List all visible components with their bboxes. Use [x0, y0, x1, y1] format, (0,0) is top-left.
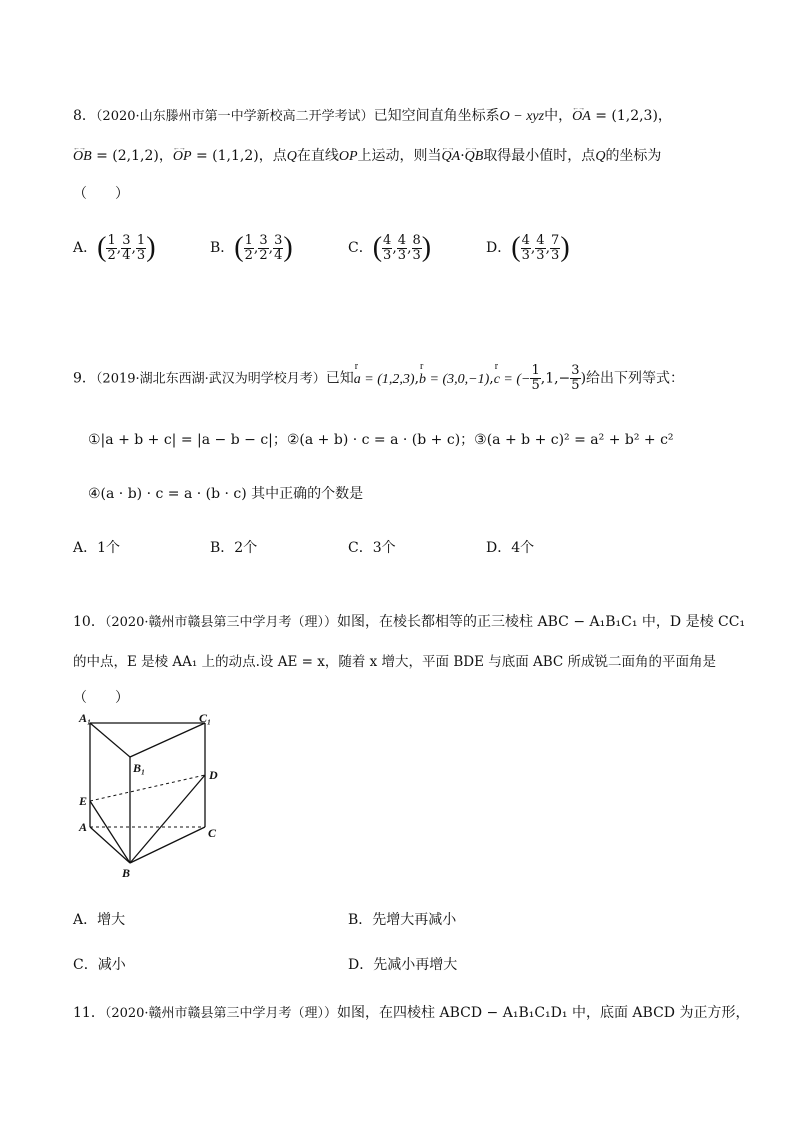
q8-line1	[73, 106, 672, 127]
label-b1: B₁	[133, 761, 146, 775]
q8-option-d[interactable]: D．( $\frac{4}{3}$ , $\frac{4}{3}$ , $\frac{7}{3}$ )	[486, 232, 570, 263]
label-b: B	[122, 866, 131, 880]
q9-comma: ,	[489, 370, 494, 387]
fraction: $\frac{4}{3}$	[521, 232, 530, 263]
q8-vector-op: ←→ OP	[173, 147, 192, 167]
q8-text: 的坐标为	[605, 148, 662, 164]
q9-vector-c-mid: ,1,−	[540, 370, 571, 387]
q9-comma: ,	[414, 370, 420, 387]
q8-vector-oa-value: = (1,2,3)，	[590, 108, 672, 124]
q9-option-c[interactable]: C．3个	[348, 540, 396, 556]
edge-db	[130, 775, 205, 863]
q9-source: （2019·湖北东西湖·武汉为明学校月考）	[95, 371, 326, 387]
label-c: C	[208, 826, 217, 840]
q9-number: 9．	[73, 370, 96, 387]
paren-open: (	[97, 232, 107, 263]
q11-text: 如图，在四棱柱 ABCD − A₁B₁C₁D₁ 中，底面 ABCD 为正方形，	[337, 1005, 750, 1021]
q10-option-c[interactable]: C．减小	[73, 957, 126, 973]
paren-open: (	[372, 232, 383, 263]
q9-option-a[interactable]: A．1个	[73, 540, 121, 556]
label-e: E	[79, 794, 88, 808]
q9-formula-2	[88, 484, 363, 504]
fraction: $\frac{4}{3}$	[383, 232, 392, 263]
q9-text: 给出下列等式：	[586, 370, 685, 387]
paren-close: )	[146, 232, 156, 263]
edge-b1c1	[130, 723, 205, 757]
q9-line1	[73, 364, 684, 393]
option-label: C．	[348, 240, 373, 256]
option-label: B．	[210, 240, 235, 256]
paren-close: )	[421, 232, 432, 263]
q8-point-q: Q	[595, 149, 606, 164]
prism-figure	[75, 705, 235, 880]
fraction: $\frac{1}{2}$	[107, 232, 116, 263]
q10-option-a[interactable]: A．增大	[73, 912, 126, 928]
q9-vector-a: r a = (1,2,3)	[354, 370, 415, 390]
q8-option-a[interactable]: A．( $\frac{1}{2}$ , $\frac{3}{4}$ , $\frac{1}{3}$ )	[73, 232, 156, 263]
fraction: $\frac{3}{4}$	[274, 232, 283, 263]
fraction: $\frac{3}{5}$	[571, 363, 580, 393]
q8-vector-oa: ←→ OA	[572, 107, 591, 127]
q9-option-b[interactable]: B．2个	[210, 540, 258, 556]
q10-text: 如图，在棱长都相等的正三棱柱 ABC − A₁B₁C₁ 中，D 是棱 CC₁	[337, 614, 746, 630]
q10-blank: （ ）	[73, 690, 129, 706]
q8-option-b[interactable]: B．( $\frac{1}{2}$ , $\frac{3}{2}$ , $\frac{3}{4}$ )	[210, 232, 293, 263]
q8-source: （2020·山东滕州市第一中学新校高二开学考试）	[95, 109, 374, 124]
q10-line1	[73, 612, 745, 633]
edge-a1b1	[90, 723, 130, 757]
q9-formula-2-expr: ④(a · b) · c = a · (b · c)	[88, 486, 247, 502]
q10-line2: 的中点，E 是棱 AA₁ 上的动点.设 AE = x，随着 x 增大，平面 BDE 与底面 ABC 所成锐二面角的平面角是	[73, 654, 717, 670]
q8-text: 取得最小值时，点	[483, 148, 596, 164]
fraction: $\frac{1}{2}$	[244, 232, 253, 263]
option-label: D．	[486, 240, 512, 256]
label-a1: A₁	[79, 711, 92, 725]
option-label: A．	[73, 240, 98, 256]
q8-line2	[73, 146, 661, 167]
label-a: A	[79, 820, 88, 834]
label-c1: C₁	[199, 711, 212, 725]
paren-open: (	[511, 232, 521, 263]
q8-text: 中，	[544, 108, 573, 124]
fraction: $\frac{4}{3}$	[536, 232, 545, 263]
q11-line1	[73, 1003, 749, 1024]
paren-close: )	[283, 232, 293, 263]
q8-vector-qb: ←→ QB	[465, 147, 484, 167]
q9-option-d[interactable]: D．4个	[486, 540, 535, 556]
q8-vector-ob-value: = (2,1,2)，	[91, 148, 173, 164]
fraction: $\frac{8}{3}$	[412, 232, 421, 263]
fraction: $\frac{1}{3}$	[136, 232, 146, 263]
fraction: $\frac{3}{2}$	[259, 232, 268, 263]
q8-dot: ·	[460, 148, 465, 164]
q9-vector-c: r c = (−	[494, 370, 531, 390]
q8-vector-qa: ←→ QA	[442, 147, 461, 167]
q10-option-d[interactable]: D．先减小再增大	[348, 957, 458, 973]
paren-close: )	[560, 232, 570, 263]
fraction: $\frac{3}{4}$	[122, 232, 131, 263]
q8-text: 在直线	[296, 148, 339, 164]
q9-text: 已知	[325, 370, 354, 387]
q10-option-b[interactable]: B．先增大再减小	[348, 912, 457, 928]
q8-text: 已知空间直角坐标系	[373, 108, 500, 124]
q10-source: （2020·赣州市赣县第三中学月考（理））	[104, 615, 338, 630]
q8-blank: （ ）	[73, 186, 129, 202]
q9-vector-b: r b = (3,0,−1)	[419, 370, 489, 390]
q8-text: 上运动，则当	[357, 148, 442, 164]
edge-ed-hidden	[90, 775, 205, 801]
q8-option-c[interactable]: C．( $\frac{4}{3}$ , $\frac{4}{3}$ , $\frac{8}{3}$ )	[348, 232, 432, 263]
q9-formula-1: ①|a + b + c| = |a − b − c|；②(a + b) · c = a · (b + c)；③(a + b + c)² = a² + b² + c²	[88, 432, 674, 448]
q8-vector-ob: ←→ OB	[73, 147, 92, 167]
edge-bc	[130, 827, 205, 863]
q9-vector-c-close: )	[580, 370, 587, 387]
q8-vector-op-value: = (1,1,2)，点	[191, 148, 287, 164]
q8-coord-system: O − xyz	[499, 109, 545, 124]
fraction: $\frac{7}{3}$	[551, 232, 560, 263]
q11-number: 11．	[73, 1005, 105, 1021]
fraction: $\frac{1}{5}$	[531, 363, 540, 393]
label-d: D	[209, 768, 218, 782]
q10-number: 10．	[73, 614, 105, 630]
paren-open: (	[234, 232, 244, 263]
q8-point-q: Q	[286, 149, 297, 164]
q11-source: （2020·赣州市赣县第三中学月考（理））	[104, 1006, 338, 1021]
q8-line-op: OP	[338, 149, 358, 164]
q8-number: 8．	[73, 108, 96, 124]
q9-formula-2-tail: 其中正确的个数是	[246, 486, 364, 502]
fraction: $\frac{4}{3}$	[397, 232, 407, 263]
